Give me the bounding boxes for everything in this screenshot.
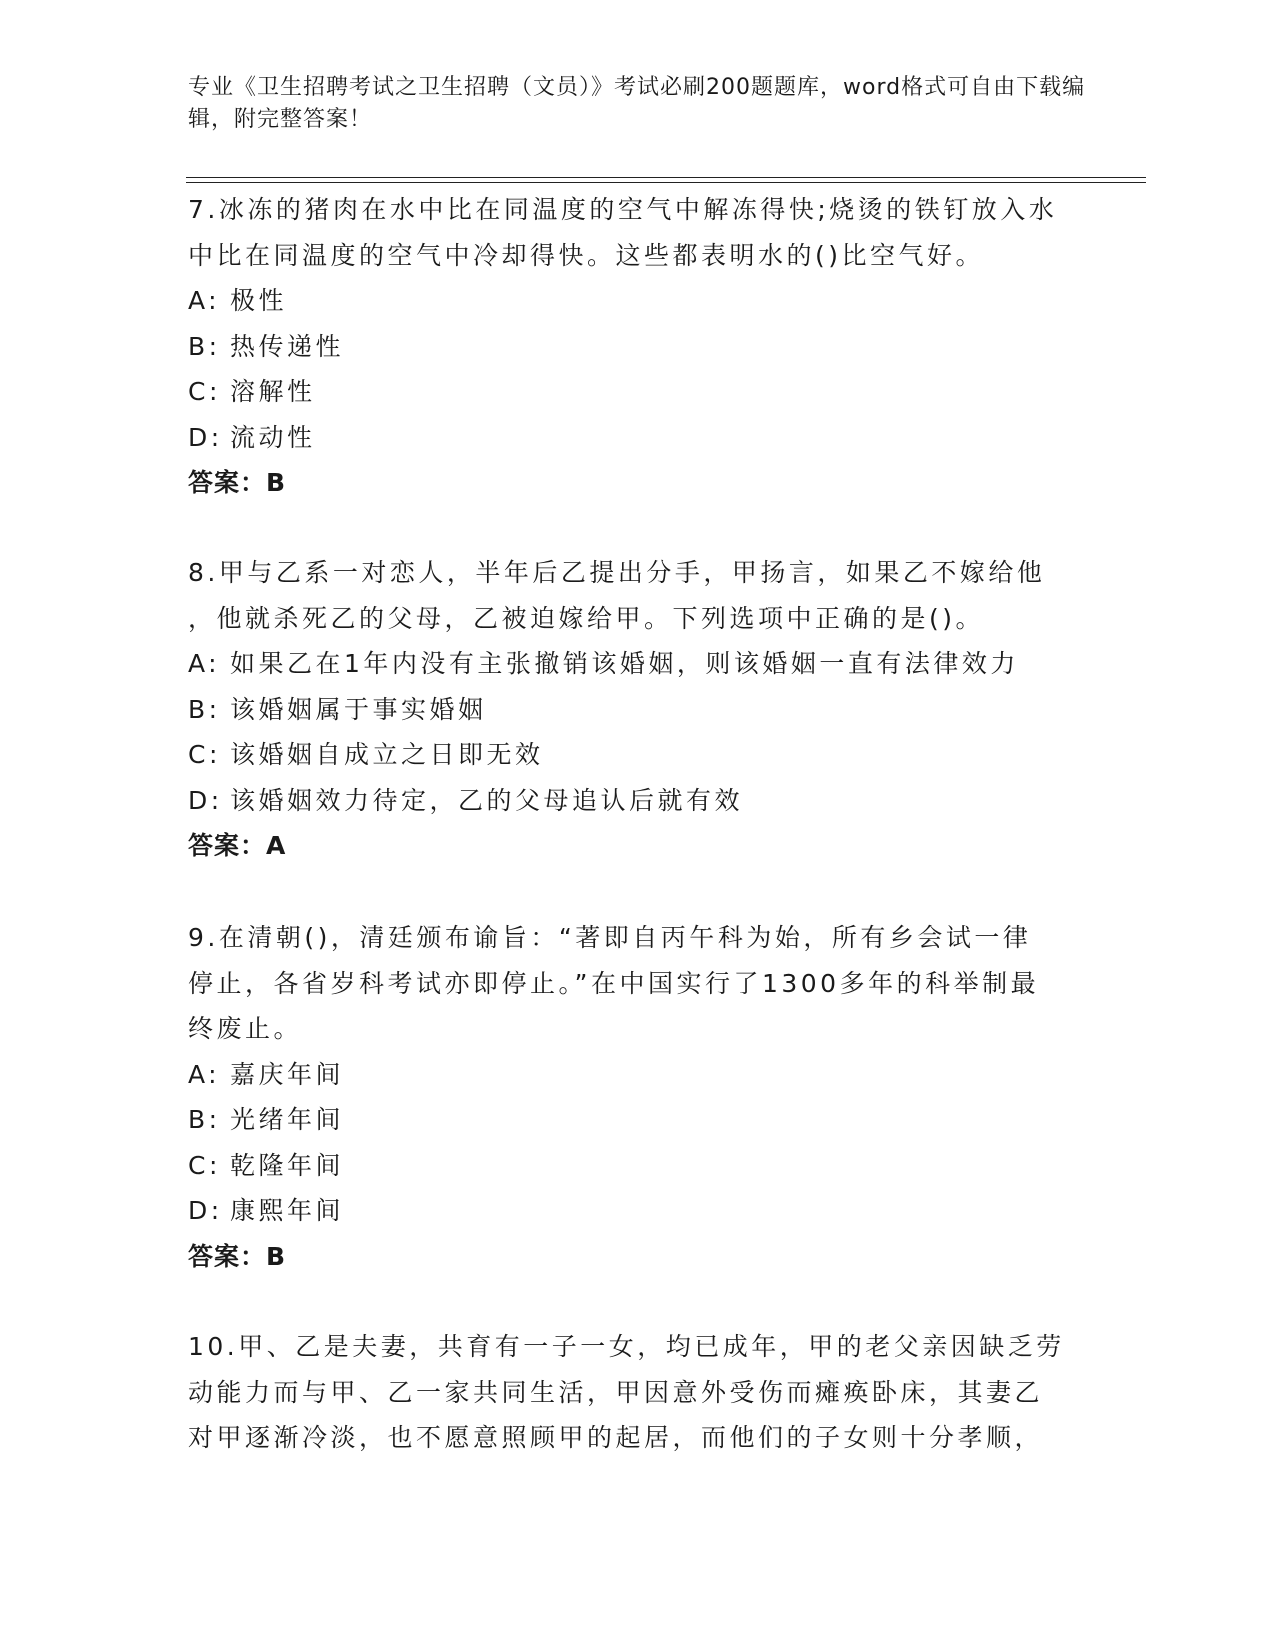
option-a	[188, 1052, 1068, 1098]
question-10	[188, 1324, 1068, 1461]
option-a	[188, 641, 1068, 687]
option-key: A:	[188, 649, 221, 678]
option-text: 光绪年间	[230, 1105, 345, 1134]
option-key: D:	[188, 422, 223, 452]
answer-line: 答案：A	[188, 831, 287, 860]
option-key: D:	[188, 785, 223, 815]
option-text: 嘉庆年间	[230, 1059, 345, 1089]
option-key: C:	[188, 740, 221, 769]
question-7	[188, 187, 1068, 505]
answer-line: 答案：B	[188, 1241, 287, 1271]
option-text: 极性	[230, 286, 288, 315]
option-text: 该婚姻效力待定，乙的父母追认后就有效	[230, 785, 744, 815]
question-8	[188, 550, 1068, 868]
option-b	[188, 1097, 1068, 1143]
option-text: 乾隆年间	[230, 1150, 345, 1180]
option-text: 溶解性	[230, 377, 316, 406]
answer-line: 答案：B	[188, 468, 287, 497]
option-key: B:	[188, 694, 221, 724]
option-c	[188, 369, 1068, 415]
option-text: 热传递性	[230, 331, 345, 361]
header-divider-top	[186, 177, 1146, 178]
document-header: 专业《卫生招聘考试之卫生招聘（文员）》考试必刷200题题库，word格式可自由下载编辑，附完整答案！	[188, 75, 1086, 132]
question-stem-line: 动能力而与甲、乙一家共同生活，甲因意外受伤而瘫痪卧床，其妻乙	[188, 1377, 1044, 1407]
option-key: C:	[188, 1150, 221, 1180]
question-stem-line: 中比在同温度的空气中冷却得快。这些都表明水的()比空气好。	[188, 240, 985, 270]
question-stem-line: ，他就杀死乙的父母，乙被迫嫁给甲。下列选项中正确的是()。	[188, 603, 985, 633]
option-text: 康熙年间	[230, 1196, 345, 1225]
option-text: 该婚姻自成立之日即无效	[230, 740, 544, 769]
option-key: A:	[188, 286, 221, 315]
header-divider-bottom	[186, 182, 1146, 183]
option-c	[188, 732, 1068, 778]
option-c	[188, 1143, 1068, 1189]
option-a	[188, 278, 1068, 324]
question-stem-line: 8.甲与乙系一对恋人，半年后乙提出分手，甲扬言，如果乙不嫁给他	[188, 558, 1046, 587]
option-key: C:	[188, 377, 221, 406]
question-stem-line: 终废止。	[188, 1014, 303, 1043]
question-stem-line: 对甲逐渐冷淡，也不愿意照顾甲的起居，而他们的子女则十分孝顺，	[188, 1423, 1044, 1452]
option-key: B:	[188, 1105, 221, 1134]
option-text: 流动性	[230, 422, 316, 452]
option-key: D:	[188, 1196, 223, 1225]
question-stem-line: 9.在清朝()，清廷颁布谕旨：“著即自丙午科为始，所有乡会试一律	[188, 923, 1032, 952]
option-b	[188, 687, 1068, 733]
option-key: A:	[188, 1059, 221, 1089]
option-key: B:	[188, 331, 221, 361]
option-d	[188, 1188, 1068, 1234]
option-text: 该婚姻属于事实婚姻	[230, 694, 487, 724]
option-b	[188, 324, 1068, 370]
question-stem-line: 7.冰冻的猪肉在水中比在同温度的空气中解冻得快;烧烫的铁钉放入水	[188, 195, 1058, 224]
option-d	[188, 778, 1068, 824]
option-text: 如果乙在1年内没有主张撤销该婚姻，则该婚姻一直有法律效力	[230, 649, 1019, 678]
question-9	[188, 915, 1068, 1279]
question-stem-line: 停止，各省岁科考试亦即停止。”在中国实行了1300多年的科举制最	[188, 968, 1040, 998]
question-stem-line: 10.甲、乙是夫妻，共育有一子一女，均已成年，甲的老父亲因缺乏劳	[188, 1332, 1065, 1361]
option-d	[188, 415, 1068, 461]
